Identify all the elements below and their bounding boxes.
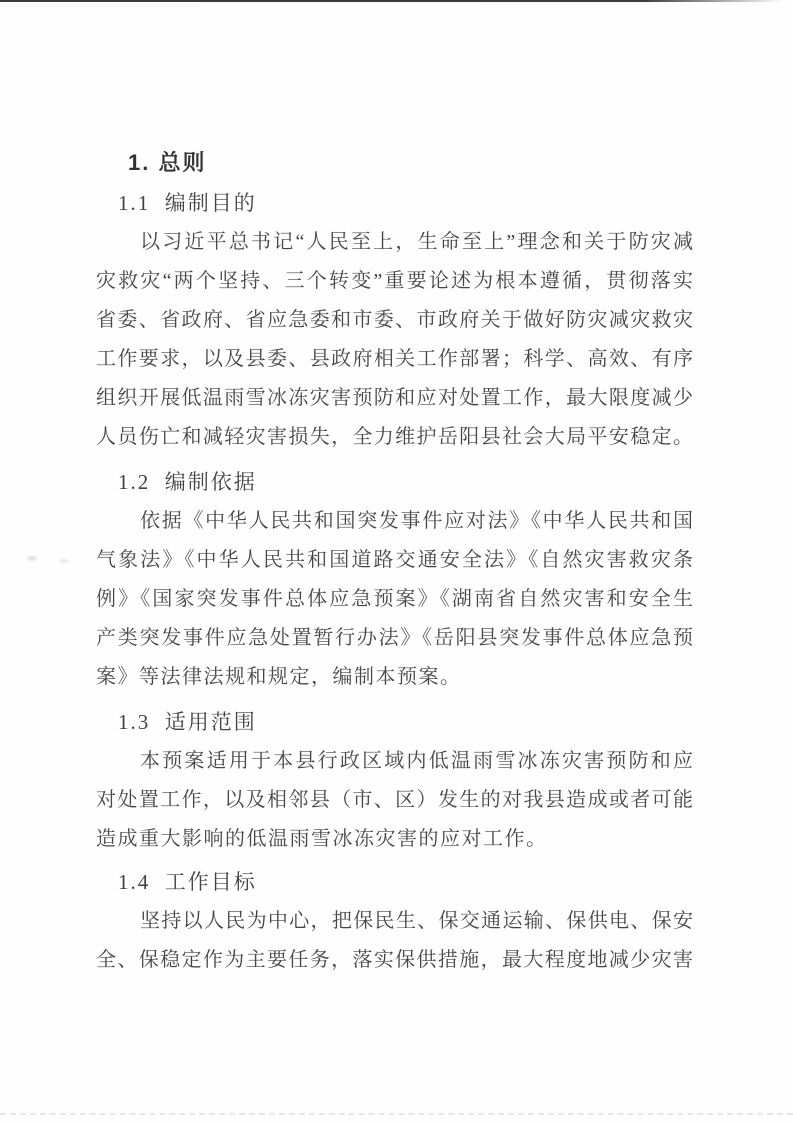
- subsection-title-1-4: 1.4 工作目标: [118, 870, 257, 894]
- scan-edge-bottom-line: [0, 1113, 793, 1115]
- body-line: 组织开展低温雨雪冰冻灾害预防和应对处置工作，最大限度减少: [96, 387, 693, 409]
- scan-artifact: [27, 556, 37, 561]
- body-line: 省委、省政府、省应急委和市委、市政府关于做好防灾减灾救灾: [96, 309, 693, 331]
- subsection-title-1-3: 1.3 适用范围: [118, 710, 257, 734]
- body-line: 气象法》《中华人民共和国道路交通安全法》《自然灾害救灾条: [96, 549, 693, 571]
- body-line: 造成重大影响的低温雨雪冰冻灾害的应对工作。: [96, 828, 548, 850]
- body-line: 工作要求，以及县委、县政府相关工作部署；科学、高效、有序: [96, 348, 693, 370]
- body-line: 依据《中华人民共和国突发事件应对法》《中华人民共和国: [140, 510, 693, 532]
- body-line: 灾救灾“两个坚持、三个转变”重要论述为根本遵循，贯彻落实: [96, 270, 693, 292]
- subsection-title-1-1: 1.1 编制目的: [118, 191, 257, 215]
- document-content: [96, 143, 693, 980]
- body-line: 本预案适用于本县行政区域内低温雨雪冰冻灾害预防和应: [140, 750, 693, 772]
- body-line: 以习近平总书记“人民至上，生命至上”理念和关于防灾减: [140, 231, 693, 253]
- body-line: 坚持以人民为中心，把保民生、保交通运输、保供电、保安: [140, 910, 693, 932]
- scan-edge-top-line: [0, 0, 784, 2]
- chapter-heading: 1. 总则: [128, 150, 207, 175]
- body-line: 对处置工作，以及相邻县（市、区）发生的对我县造成或者可能: [96, 789, 693, 811]
- subsection-title-1-2: 1.2 编制依据: [118, 470, 257, 494]
- scan-artifact: [59, 559, 68, 563]
- body-line: 案》等法律法规和规定，编制本预案。: [96, 666, 462, 688]
- body-line: 全、保稳定作为主要任务，落实保供措施，最大程度地减少灾害: [96, 949, 693, 971]
- body-line: 人员伤亡和减轻灾害损失，全力维护岳阳县社会大局平安稳定。: [96, 426, 693, 448]
- body-line: 例》《国家突发事件总体应急预案》《湖南省自然灾害和安全生: [96, 588, 693, 610]
- body-line: 产类突发事件应急处置暂行办法》《岳阳县突发事件总体应急预: [96, 627, 693, 649]
